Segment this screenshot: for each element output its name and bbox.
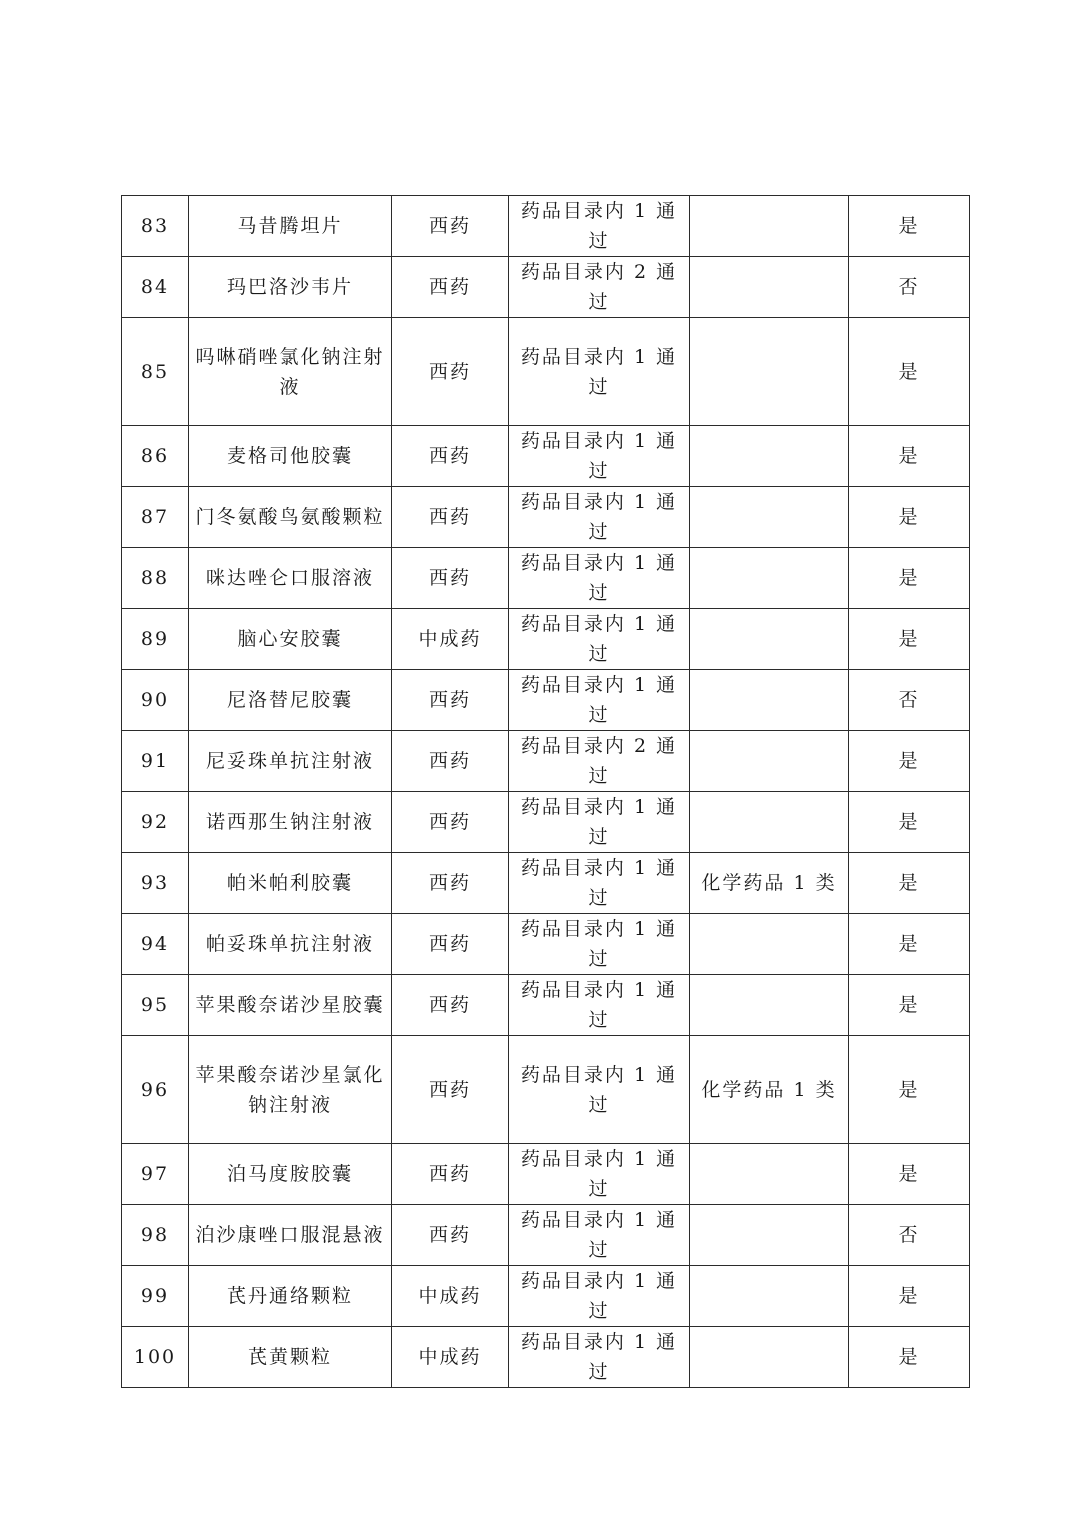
review-status: 药品目录内 1 通过 — [509, 1327, 690, 1388]
result-flag: 是 — [849, 914, 970, 975]
row-number: 93 — [122, 853, 189, 914]
drug-name: 咪达唑仑口服溶液 — [189, 548, 392, 609]
table-row — [122, 1205, 970, 1266]
drug-type: 西药 — [392, 792, 509, 853]
drug-category — [690, 1266, 849, 1327]
drug-category: 化学药品 1 类 — [690, 1036, 849, 1144]
table-row — [122, 731, 970, 792]
result-flag: 否 — [849, 1205, 970, 1266]
review-status: 药品目录内 1 通过 — [509, 975, 690, 1036]
review-status: 药品目录内 1 通过 — [509, 914, 690, 975]
row-number: 84 — [122, 257, 189, 318]
drug-category — [690, 1327, 849, 1388]
drug-category — [690, 196, 849, 257]
review-status: 药品目录内 1 通过 — [509, 670, 690, 731]
drug-category — [690, 914, 849, 975]
table-body — [122, 196, 970, 1388]
drug-category — [690, 975, 849, 1036]
review-status: 药品目录内 2 通过 — [509, 731, 690, 792]
row-number: 98 — [122, 1205, 189, 1266]
drug-type: 西药 — [392, 853, 509, 914]
drug-type: 西药 — [392, 975, 509, 1036]
table-row — [122, 975, 970, 1036]
drug-name: 玛巴洛沙韦片 — [189, 257, 392, 318]
drug-category — [690, 609, 849, 670]
drug-type: 中成药 — [392, 609, 509, 670]
row-number: 87 — [122, 487, 189, 548]
drug-category — [690, 1205, 849, 1266]
drug-list-table — [121, 195, 970, 1388]
result-flag: 是 — [849, 487, 970, 548]
drug-name: 苹果酸奈诺沙星胶囊 — [189, 975, 392, 1036]
row-number: 97 — [122, 1144, 189, 1205]
drug-type: 西药 — [392, 1205, 509, 1266]
review-status: 药品目录内 1 通过 — [509, 853, 690, 914]
result-flag: 是 — [849, 548, 970, 609]
drug-name: 麦格司他胶囊 — [189, 426, 392, 487]
drug-name: 尼妥珠单抗注射液 — [189, 731, 392, 792]
drug-name: 马昔腾坦片 — [189, 196, 392, 257]
drug-type: 西药 — [392, 670, 509, 731]
row-number: 90 — [122, 670, 189, 731]
drug-name: 苹果酸奈诺沙星氯化钠注射液 — [189, 1036, 392, 1144]
table-row — [122, 914, 970, 975]
row-number: 94 — [122, 914, 189, 975]
row-number: 89 — [122, 609, 189, 670]
drug-name: 芪丹通络颗粒 — [189, 1266, 392, 1327]
review-status: 药品目录内 1 通过 — [509, 1036, 690, 1144]
row-number: 85 — [122, 318, 189, 426]
drug-category — [690, 318, 849, 426]
drug-category — [690, 487, 849, 548]
review-status: 药品目录内 1 通过 — [509, 609, 690, 670]
review-status: 药品目录内 1 通过 — [509, 487, 690, 548]
drug-name: 尼洛替尼胶囊 — [189, 670, 392, 731]
review-status: 药品目录内 1 通过 — [509, 196, 690, 257]
drug-type: 中成药 — [392, 1266, 509, 1327]
review-status: 药品目录内 1 通过 — [509, 792, 690, 853]
result-flag: 是 — [849, 1327, 970, 1388]
drug-name: 泊沙康唑口服混悬液 — [189, 1205, 392, 1266]
row-number: 83 — [122, 196, 189, 257]
table-row — [122, 548, 970, 609]
drug-type: 西药 — [392, 1036, 509, 1144]
row-number: 92 — [122, 792, 189, 853]
drug-name: 门冬氨酸鸟氨酸颗粒 — [189, 487, 392, 548]
drug-category — [690, 1144, 849, 1205]
table-row — [122, 196, 970, 257]
table-row — [122, 487, 970, 548]
drug-name: 脑心安胶囊 — [189, 609, 392, 670]
table-row — [122, 1327, 970, 1388]
drug-type: 西药 — [392, 487, 509, 548]
drug-name: 诺西那生钠注射液 — [189, 792, 392, 853]
drug-name: 帕妥珠单抗注射液 — [189, 914, 392, 975]
result-flag: 是 — [849, 1144, 970, 1205]
row-number: 86 — [122, 426, 189, 487]
drug-category — [690, 548, 849, 609]
drug-category — [690, 731, 849, 792]
drug-type: 西药 — [392, 426, 509, 487]
drug-type: 西药 — [392, 196, 509, 257]
result-flag: 是 — [849, 318, 970, 426]
table-row — [122, 318, 970, 426]
result-flag: 是 — [849, 792, 970, 853]
review-status: 药品目录内 1 通过 — [509, 548, 690, 609]
row-number: 91 — [122, 731, 189, 792]
review-status: 药品目录内 1 通过 — [509, 1144, 690, 1205]
result-flag: 是 — [849, 975, 970, 1036]
result-flag: 是 — [849, 731, 970, 792]
drug-name: 芪黄颗粒 — [189, 1327, 392, 1388]
row-number: 88 — [122, 548, 189, 609]
review-status: 药品目录内 1 通过 — [509, 1205, 690, 1266]
drug-category — [690, 792, 849, 853]
result-flag: 是 — [849, 196, 970, 257]
row-number: 96 — [122, 1036, 189, 1144]
result-flag: 否 — [849, 257, 970, 318]
row-number: 95 — [122, 975, 189, 1036]
result-flag: 是 — [849, 1036, 970, 1144]
row-number: 99 — [122, 1266, 189, 1327]
drug-type: 中成药 — [392, 1327, 509, 1388]
table-row — [122, 1144, 970, 1205]
table-row — [122, 670, 970, 731]
drug-name: 吗啉硝唑氯化钠注射液 — [189, 318, 392, 426]
drug-name: 泊马度胺胶囊 — [189, 1144, 392, 1205]
drug-type: 西药 — [392, 1144, 509, 1205]
result-flag: 是 — [849, 853, 970, 914]
drug-category: 化学药品 1 类 — [690, 853, 849, 914]
result-flag: 是 — [849, 426, 970, 487]
drug-type: 西药 — [392, 257, 509, 318]
table-row — [122, 1036, 970, 1144]
drug-type: 西药 — [392, 731, 509, 792]
review-status: 药品目录内 1 通过 — [509, 318, 690, 426]
review-status: 药品目录内 1 通过 — [509, 426, 690, 487]
drug-type: 西药 — [392, 914, 509, 975]
table-row — [122, 426, 970, 487]
result-flag: 是 — [849, 1266, 970, 1327]
drug-category — [690, 670, 849, 731]
table-row — [122, 1266, 970, 1327]
table-row — [122, 609, 970, 670]
table-row — [122, 792, 970, 853]
drug-type: 西药 — [392, 548, 509, 609]
drug-type: 西药 — [392, 318, 509, 426]
drug-category — [690, 426, 849, 487]
row-number: 100 — [122, 1327, 189, 1388]
review-status: 药品目录内 1 通过 — [509, 1266, 690, 1327]
drug-category — [690, 257, 849, 318]
table-row — [122, 853, 970, 914]
result-flag: 否 — [849, 670, 970, 731]
drug-name: 帕米帕利胶囊 — [189, 853, 392, 914]
table-row — [122, 257, 970, 318]
review-status: 药品目录内 2 通过 — [509, 257, 690, 318]
result-flag: 是 — [849, 609, 970, 670]
